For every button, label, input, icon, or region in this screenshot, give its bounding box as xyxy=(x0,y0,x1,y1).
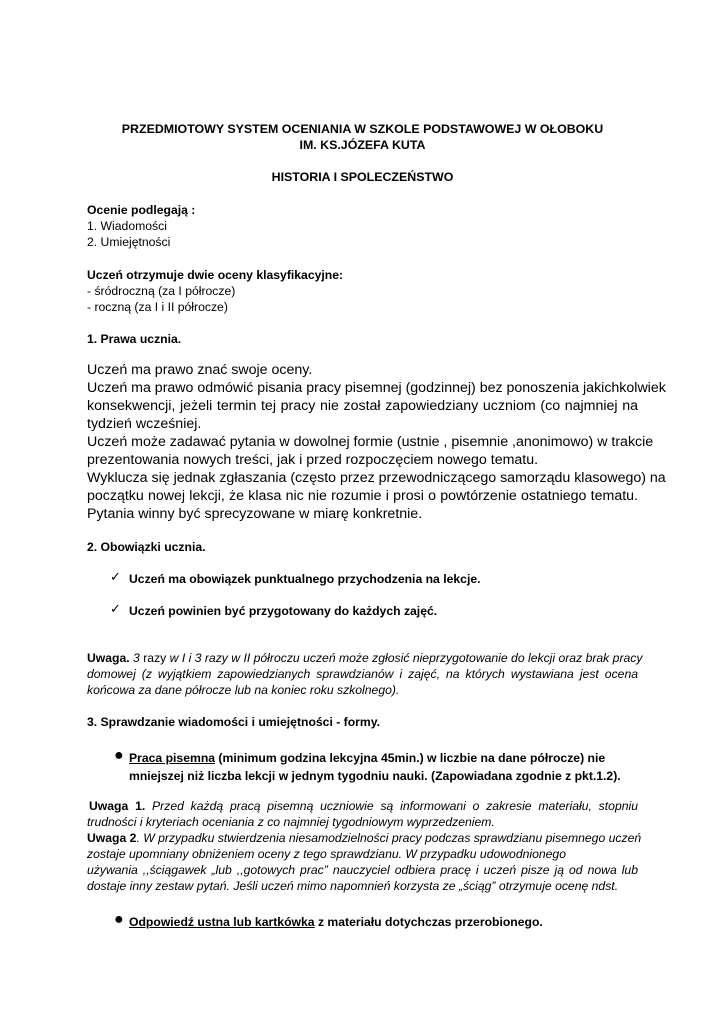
note-preparation-label: Uwaga. xyxy=(87,651,130,665)
oral-answer-label: Odpowiedź ustna lub kartkówka xyxy=(129,915,315,929)
assessed-item: 2. Umiejętności xyxy=(87,235,171,249)
rights-line: Uczeń ma prawo znać swoje oceny. xyxy=(87,362,313,378)
bullet-icon: ● xyxy=(114,747,124,764)
rights-line: początku nowej lekcji, że klasa nic nie rozumie i prosi o powtórzenie ostatniego tematu. xyxy=(87,488,638,504)
written-work-label: Praca pisemna xyxy=(129,751,216,765)
rights-line: Pytania winny być sprecyzowane w miarę konkretnie. xyxy=(87,506,423,522)
check-icon: ✓ xyxy=(110,601,121,616)
note1-line2: trudności i kryteriach oceniania z co najmniej tygodniowym wyprzedzeniem. xyxy=(87,815,495,829)
duty-item: Uczeń powinien być przygotowany do każdych zajęć. xyxy=(129,604,438,618)
written-work-line2: mniejszej niż liczba lekcji w jednym tygodniu nauki. (Zapowiadana zgodnie z pkt.1.2). xyxy=(129,769,621,783)
note-preparation-line2: domowej (z wyjątkiem zapowiedzianych sprawdzianów i zajęć, na których wystawiana jest ocena xyxy=(87,667,638,681)
note2-line4: dostaje inny zestaw pytań. Jeśli uczeń mimo napomnień korzysta ze „ściąg” otrzymuje ocenę ndst. xyxy=(87,879,619,893)
document-title-line2: IM. KS.JÓZEFA KUTA xyxy=(299,138,426,152)
rights-heading: 1. Prawa ucznia. xyxy=(87,332,182,346)
check-icon: ✓ xyxy=(110,569,121,584)
note-preparation-line3: końcowa za dane półrocze lub na koniec roku szkolnego). xyxy=(87,683,400,697)
note2-label: Uwaga 2 xyxy=(87,831,137,845)
rights-line: Uczeń ma prawo odmówić pisania pracy pisemnej (godzinnej) bez ponoszenia jakichkolwiek xyxy=(87,380,666,396)
note2-line1: Uwaga 2. W przypadku stwierdzenia niesamodzielności pracy podczas sprawdzianu pisemnego uczeń xyxy=(87,831,642,845)
rights-line: tydzień wcześniej. xyxy=(87,416,202,432)
note2-line3: używania ,,ściągawek „lub ,,gotowych prac” nauczyciel odbiera pracę i uczeń pisze ją od nowa lub xyxy=(87,863,638,877)
document-title-line1: PRZEDMIOTOWY SYSTEM OCENIANIA W SZKOLE PODSTAWOWEJ W OŁOBOKU xyxy=(121,122,604,136)
rights-line: Wyklucza się jednak zgłaszania (często przez przewodniczącego samorządu klasowego) na xyxy=(87,470,666,486)
grades-item: - śródroczną (za I półrocze) xyxy=(87,284,236,298)
note-preparation-line1: Uwaga. 3 razy w I i 3 razy w II półroczu uczeń może zgłosić nieprzygotowanie do lekcji oraz brak pracy xyxy=(87,651,643,665)
grades-item: - roczną (za I i II półrocze) xyxy=(87,300,228,314)
bullet-icon: ● xyxy=(114,911,124,928)
rights-line: konsekwencji, jeżeli termin tej pracy nie został zapowiedziany uczniom (co najmniej na xyxy=(87,398,638,414)
checking-heading: 3. Sprawdzanie wiadomości i umiejętności - formy. xyxy=(87,715,381,729)
written-work-line1: Praca pisemna (minimum godzina lekcyjna 45min.) w liczbie na dane półrocze) nie xyxy=(129,751,606,765)
grades-heading: Uczeń otrzymuje dwie oceny klasyfikacyjne: xyxy=(87,268,344,282)
note1-label: Uwaga 1. xyxy=(89,799,146,813)
note1-line1: Uwaga 1. Przed każdą pracą pisemną uczniowie są informowani o zakresie materiału, stopniu xyxy=(89,799,638,813)
duties-heading: 2. Obowiązki ucznia. xyxy=(87,540,206,554)
note2-line2: zostaje upomniany obniżeniem oceny z tego sprawdzianu. W przypadku udowodnionego xyxy=(87,847,566,861)
assessed-item: 1. Wiadomości xyxy=(87,219,167,233)
rights-line: prezentowania nowych treści, jak i przed rozpoczęciem nowego tematu. xyxy=(87,452,539,468)
rights-line: Uczeń może zadawać pytania w dowolnej formie (ustnie , pisemnie ,anonimowo) w trakcie xyxy=(87,434,654,450)
duty-item: Uczeń ma obowiązek punktualnego przychodzenia na lekcje. xyxy=(129,572,481,586)
subject-title: HISTORIA I SPOLECZEŃSTWO xyxy=(271,170,454,184)
assessed-heading: Ocenie podlegają : xyxy=(87,203,196,217)
oral-answer-line: Odpowiedź ustna lub kartkówka z materiału dotychczas przerobionego. xyxy=(129,915,543,929)
